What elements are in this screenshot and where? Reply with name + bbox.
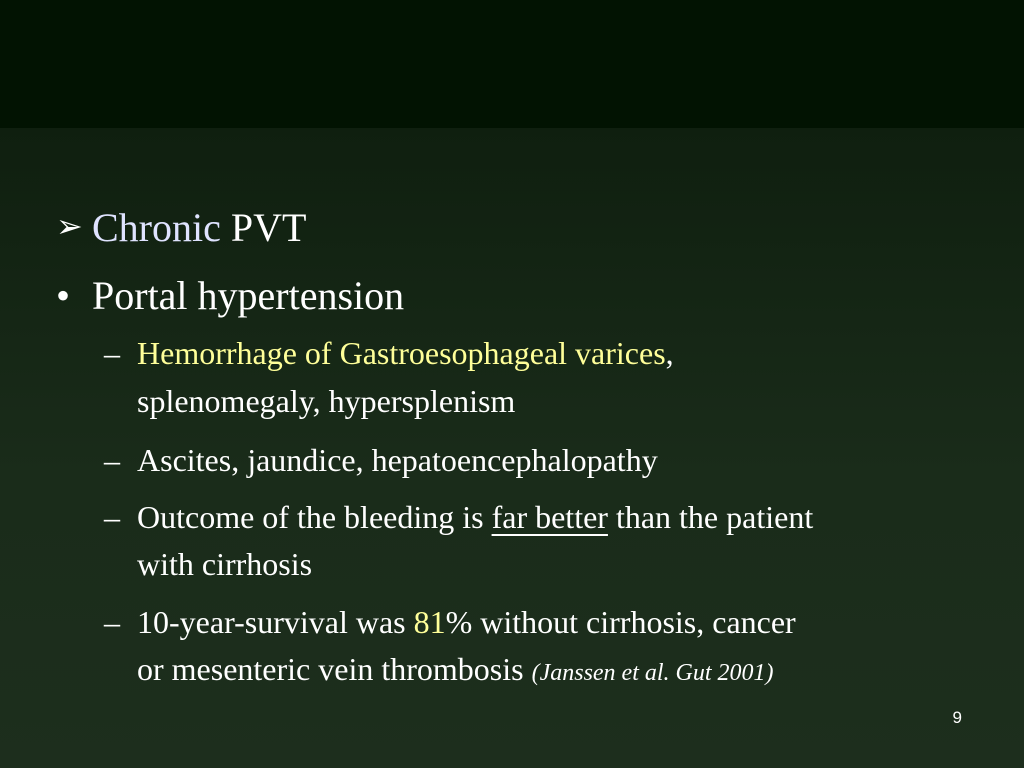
survival-81-highlight: 81	[413, 604, 446, 640]
sub-item-comma: ,	[665, 335, 674, 371]
survival-line2: or mesenteric vein thrombosis	[137, 651, 532, 687]
slide-number: 9	[952, 708, 962, 727]
dash-icon: –	[104, 442, 120, 478]
sub-item-survival-cont	[137, 651, 774, 688]
sub-item-hemorrhage	[137, 335, 674, 372]
sub-item-outcome-cont: with cirrhosis	[137, 546, 313, 582]
outcome-text-before: Outcome of the bleeding is	[137, 499, 492, 535]
far-better-underlined: far better	[491, 499, 608, 535]
sub-item-outcome	[137, 499, 813, 536]
bullet-dot-icon: •	[56, 273, 71, 318]
dash-icon: –	[104, 335, 120, 371]
citation: (Janssen et al. Gut 2001)	[531, 660, 774, 686]
title-band	[0, 0, 1024, 128]
heading-chronic-pvt	[92, 204, 306, 251]
dash-icon: –	[104, 604, 120, 640]
sub-item-hemorrhage-cont: splenomegaly, hypersplenism	[137, 383, 516, 419]
hemorrhage-highlight: Hemorrhage of Gastroesophageal varices	[137, 335, 666, 371]
survival-text-before: 10-year-survival was	[137, 604, 414, 640]
sub-item-survival	[137, 604, 796, 641]
arrow-bullet-icon: ➢	[56, 207, 83, 245]
bullet-portal-hypertension: Portal hypertension	[92, 273, 405, 318]
outcome-text-after: than the patient	[607, 499, 814, 535]
dash-icon: –	[104, 499, 120, 535]
heading-chronic: Chronic	[92, 205, 221, 250]
sub-item-ascites: Ascites, jaundice, hepatoencephalopathy	[137, 442, 658, 478]
heading-pvt: PVT	[220, 205, 307, 250]
survival-text-after: % without cirrhosis, cancer	[445, 604, 796, 640]
